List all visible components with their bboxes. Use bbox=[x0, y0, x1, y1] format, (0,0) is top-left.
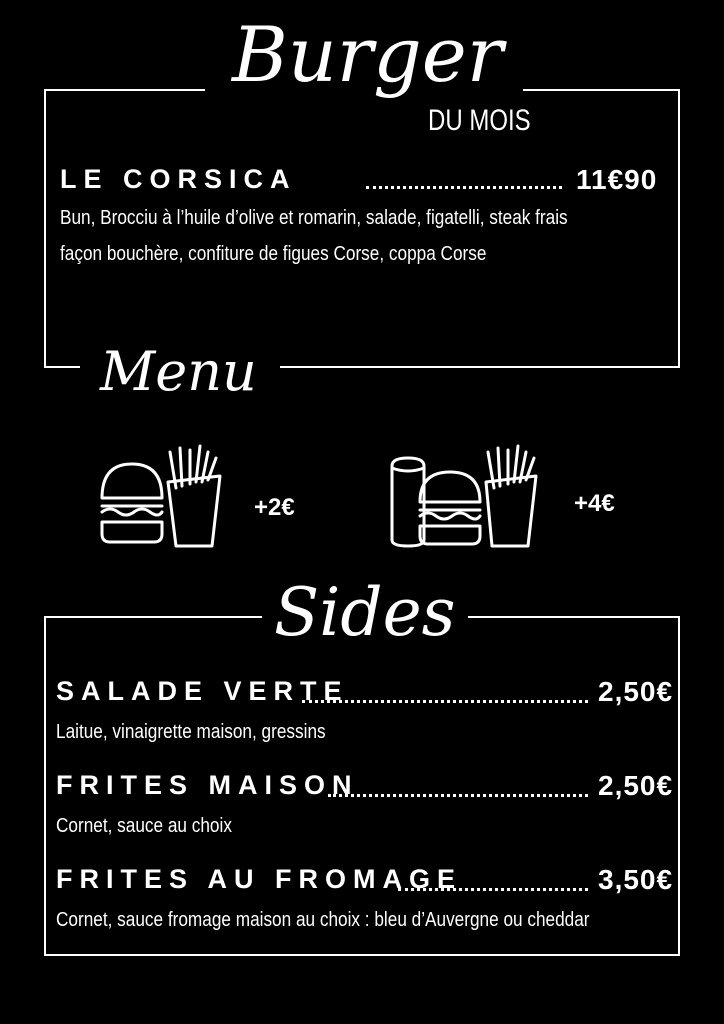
menu-option-price-1: +2€ bbox=[254, 494, 295, 521]
side-item-description-2: Cornet, sauce au choix bbox=[56, 815, 232, 837]
side-item-price-3: 3,50€ bbox=[598, 864, 674, 895]
side-item-description-3: Cornet, sauce fromage maison au choix : bleu d’Auvergne ou cheddar bbox=[56, 909, 590, 931]
side-item-name-2: FRITES MAISON bbox=[56, 770, 359, 800]
burger-script-title: Burger bbox=[232, 10, 504, 99]
burger-item-leader bbox=[366, 186, 562, 189]
burger-item-description-2: façon bouchère, confiture de figues Corse, coppa Corse bbox=[60, 243, 487, 265]
burger-item-description-1: Bun, Brocciu à l’huile d’olive et romarin, salade, figatelli, steak frais bbox=[60, 207, 568, 229]
side-item-name-1: SALADE VERTE bbox=[56, 676, 349, 706]
side-item-name-3: FRITES AU FROMAGE bbox=[56, 864, 462, 894]
du-mois-subtitle: DU MOIS bbox=[428, 104, 531, 137]
burger-fries-icon bbox=[96, 442, 226, 552]
side-item-leader-2 bbox=[328, 794, 588, 797]
side-item-price-2: 2,50€ bbox=[598, 770, 674, 801]
side-item-description-1: Laitue, vinaigrette maison, gressins bbox=[56, 721, 326, 743]
menu-option-price-2: +4€ bbox=[574, 490, 615, 517]
menu-script-title: Menu bbox=[100, 340, 257, 403]
side-item-leader-3 bbox=[398, 888, 588, 891]
side-item-leader-1 bbox=[302, 700, 588, 703]
side-item-price-1: 2,50€ bbox=[598, 676, 674, 707]
burger-item-price: 11€90 bbox=[576, 164, 658, 195]
sides-script-title: Sides bbox=[274, 574, 456, 651]
burger-item-name: LE CORSICA bbox=[60, 164, 297, 194]
drink-burger-fries-icon bbox=[386, 442, 546, 552]
